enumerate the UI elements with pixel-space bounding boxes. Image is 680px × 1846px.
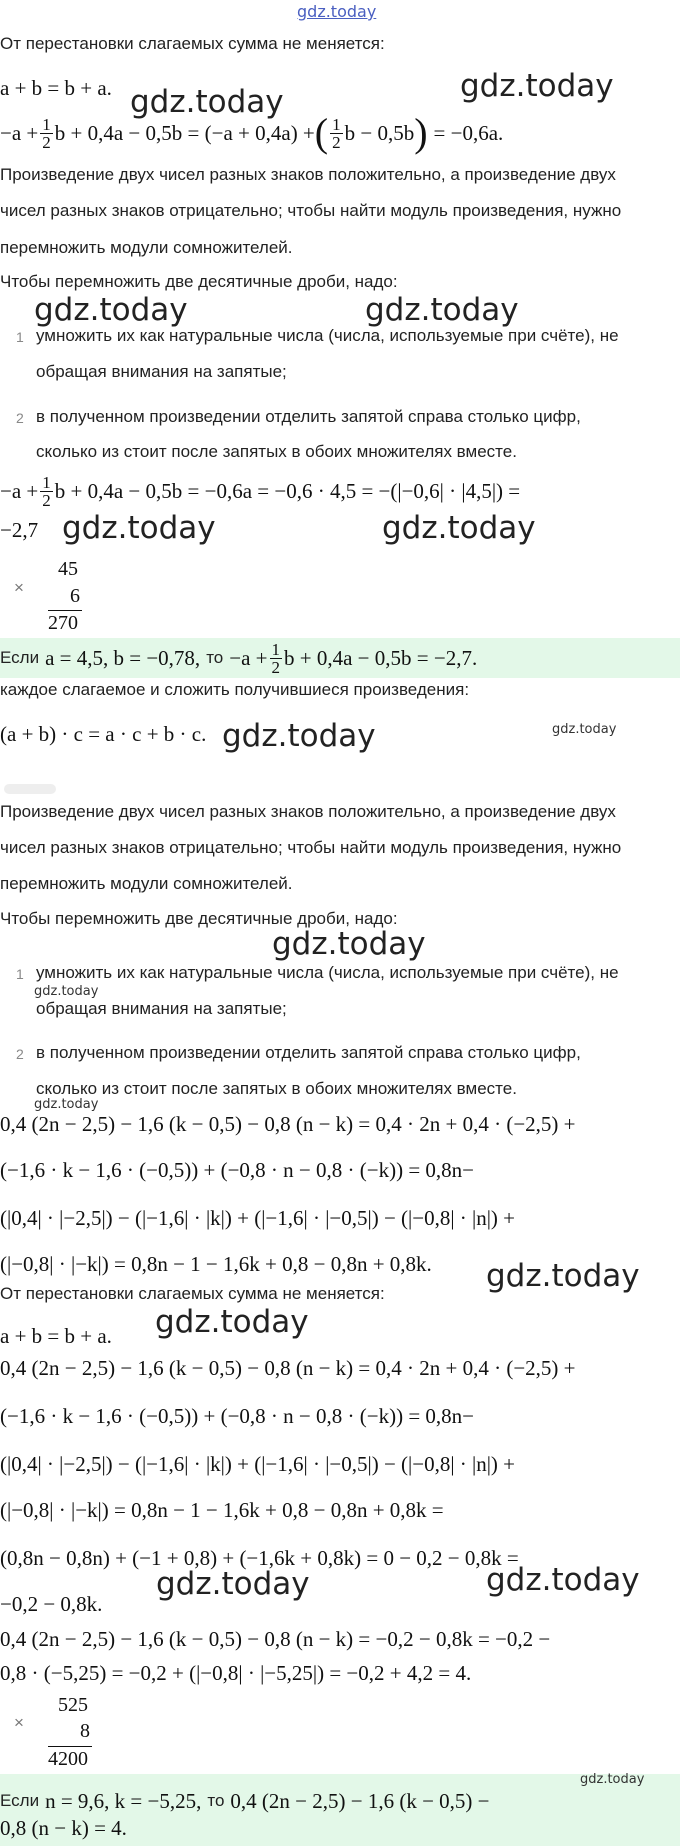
formula-commutative: a + b = b + a. — [0, 1324, 112, 1348]
step-number: 2 — [16, 410, 24, 426]
rule-decimals: Чтобы перемножить две десятичные дроби, надо: — [0, 909, 398, 928]
collapsed-tab[interactable] — [4, 784, 56, 794]
answer-prefix: Если — [0, 648, 40, 667]
expression-3-line2: (−1,6 · k − 1,6 · (−0,5)) + (−0,8 · n − 0,8 · (−k)) = 0,8n− — [0, 1158, 475, 1182]
expression-4-line2: (−1,6 · k − 1,6 · (−0,5)) + (−0,8 · n − 0,8 · (−k)) = 0,8n− — [0, 1404, 475, 1428]
paren-close: ) — [414, 110, 428, 155]
expression-3-line1: 0,4 (2n − 2,5) − 1,6 (k − 0,5) − 0,8 (n − k) = 0,4 · 2n + 0,4 · (−2,5) + — [0, 1112, 576, 1136]
rule-signs-line2: чисел разных знаков отрицательно; чтобы найти модуль произведения, нужно — [0, 838, 622, 857]
frac-denominator: 2 — [332, 132, 341, 152]
watermark: gdz.today — [382, 510, 536, 546]
frac-numerator: 1 — [271, 639, 281, 659]
expression-2-result: −2,7 — [0, 518, 39, 542]
watermark: gdz.today — [222, 718, 376, 754]
expr-part: b − 0,5b — [344, 120, 415, 145]
watermark-small: gdz.today — [34, 1097, 99, 1112]
multiply-sign: × — [14, 1713, 24, 1732]
expression-4-line6: −0,2 − 0,8k. — [0, 1592, 103, 1616]
step2-line2: сколько из стоит после запятых в обоих множителях вместе. — [36, 1079, 517, 1098]
watermark: gdz.today — [365, 292, 519, 328]
watermark-small: gdz.today — [34, 984, 99, 999]
expr-part: −a + — [0, 120, 39, 145]
expression-5-line2: 0,8 · (−5,25) = −0,2 + (|−0,8| · |−5,25|) = −0,2 + 4,2 = 4. — [0, 1661, 472, 1685]
multiply-sign: × — [14, 578, 24, 597]
step2-line1: в полученном произведении отделить запятой справа столько цифр, — [36, 1043, 581, 1062]
answer-to: то — [206, 648, 224, 667]
rule-commutative: От перестановки слагаемых сумма не меняется: — [0, 34, 385, 53]
factor-b: 6 — [70, 585, 80, 607]
answer-2 — [0, 1782, 490, 1820]
rule-signs-line1: Произведение двух чисел разных знаков положительно, а произведение двух — [0, 802, 616, 821]
frac-denominator: 2 — [42, 132, 51, 152]
answer-2-line2: 0,8 (n − k) = 4. — [0, 1816, 127, 1840]
watermark: gdz.today — [130, 84, 284, 120]
expression-4-line1: 0,4 (2n − 2,5) − 1,6 (k − 0,5) − 0,8 (n − k) = 0,4 · 2n + 0,4 · (−2,5) + — [0, 1356, 576, 1380]
answer-to: то — [207, 1791, 225, 1810]
step-number: 1 — [16, 966, 24, 982]
rule-decimals: Чтобы перемножить две десятичные дроби, надо: — [0, 272, 398, 291]
paren-open: ( — [314, 110, 329, 155]
fraction-half — [330, 116, 343, 151]
column-rule — [48, 610, 82, 611]
rule-commutative: От перестановки слагаемых сумма не меняется: — [0, 1284, 385, 1303]
answer-1 — [0, 638, 477, 678]
answer-prefix: Если — [0, 1791, 40, 1810]
column-rule — [48, 1746, 92, 1747]
watermark-small: gdz.today — [552, 722, 617, 737]
step2-line1: в полученном произведении отделить запятой справа столько цифр, — [36, 407, 581, 426]
expr-part: b + 0,4a − 0,5b = −0,6a = −0,6 · 4,5 = −(|−0,6| · |4,5|) = — [54, 478, 521, 503]
answer-expr: 0,4 (2n − 2,5) − 1,6 (k − 0,5) − — [230, 1788, 490, 1813]
fraction-half — [40, 116, 53, 151]
step1-line1: умножить их как натуральные числа (числа, используемые при счёте), не — [36, 963, 619, 982]
formula-distributive: (a + b) · c = a · c + b · c. — [0, 722, 207, 746]
rule-signs-line1: Произведение двух чисел разных знаков положительно, а произведение двух — [0, 165, 616, 184]
step-number: 1 — [16, 329, 24, 345]
watermark-small: gdz.today — [580, 1772, 645, 1787]
expression-4-line5: (0,8n − 0,8n) + (−1 + 0,8) + (−1,6k + 0,8k) = 0 − 0,2 − 0,8k = — [0, 1546, 519, 1570]
product: 4200 — [48, 1748, 88, 1770]
step1-line1: умножить их как натуральные числа (числа, используемые при счёте), не — [36, 326, 619, 345]
fraction-half — [40, 474, 53, 509]
expr-part: −a + — [229, 645, 268, 670]
step1-line2: обращая внимания на запятые; — [36, 999, 287, 1018]
formula-commutative: a + b = b + a. — [0, 76, 112, 100]
fraction-half — [270, 641, 283, 676]
watermark: gdz.today — [460, 68, 614, 104]
expr-part: b + 0,4a − 0,5b = (−a + 0,4a) + — [54, 120, 315, 145]
expr-part: b + 0,4a − 0,5b = −2,7. — [284, 645, 478, 670]
watermark: gdz.today — [272, 926, 426, 962]
factor-a: 525 — [58, 1694, 88, 1716]
expression-5-line1: 0,4 (2n − 2,5) − 1,6 (k − 0,5) − 0,8 (n − k) = −0,2 − 0,8k = −0,2 − — [0, 1627, 551, 1651]
watermark: gdz.today — [486, 1258, 640, 1294]
product: 270 — [48, 612, 78, 634]
watermark: gdz.today — [156, 1566, 310, 1602]
expression-3-line3: (|0,4| · |−2,5|) − (|−1,6| · |k|) + (|−1,6| · |−0,5|) − (|−0,8| · |n|) + — [0, 1206, 516, 1230]
expression-4-line4: (|−0,8| · |−k|) = 0,8n − 1 − 1,6k + 0,8 − 0,8n + 0,8k = — [0, 1498, 444, 1522]
expression-4-line3: (|0,4| · |−2,5|) − (|−1,6| · |k|) + (|−1,6| · |−0,5|) − (|−0,8| · |n|) + — [0, 1452, 516, 1476]
site-link[interactable]: gdz.today — [297, 2, 377, 21]
rule-signs-line3: перемножить модули сомножителей. — [0, 874, 293, 893]
step2-line2: сколько из стоит после запятых в обоих множителях вместе. — [36, 442, 517, 461]
frac-denominator: 2 — [271, 657, 281, 677]
factor-b: 8 — [80, 1720, 90, 1742]
watermark: gdz.today — [155, 1304, 309, 1340]
rule-signs-line2: чисел разных знаков отрицательно; чтобы найти модуль произведения, нужно — [0, 201, 622, 220]
answer-vars: a = 4,5, b = −0,78, — [45, 645, 201, 670]
frac-denominator: 2 — [42, 490, 51, 510]
answer-vars: n = 9,6, k = −5,25, — [45, 1788, 202, 1813]
expression-3-line4: (|−0,8| · |−k|) = 0,8n − 1 − 1,6k + 0,8 − 0,8n + 0,8k. — [0, 1252, 432, 1276]
expression-1 — [0, 108, 503, 158]
step-number: 2 — [16, 1046, 24, 1062]
frac-numerator: 1 — [42, 114, 51, 134]
watermark: gdz.today — [486, 1562, 640, 1598]
expression-2 — [0, 468, 520, 514]
frac-numerator: 1 — [42, 472, 51, 492]
frac-numerator: 1 — [332, 114, 341, 134]
factor-a: 45 — [58, 558, 78, 580]
rule-distributive-tail: каждое слагаемое и сложить получившиеся произведения: — [0, 680, 470, 699]
watermark: gdz.today — [62, 510, 216, 546]
rule-signs-line3: перемножить модули сомножителей. — [0, 238, 293, 257]
step1-line2: обращая внимания на запятые; — [36, 362, 287, 381]
expr-part: −a + — [0, 478, 39, 503]
expr-part: = −0,6a. — [433, 120, 504, 145]
watermark: gdz.today — [34, 292, 188, 328]
